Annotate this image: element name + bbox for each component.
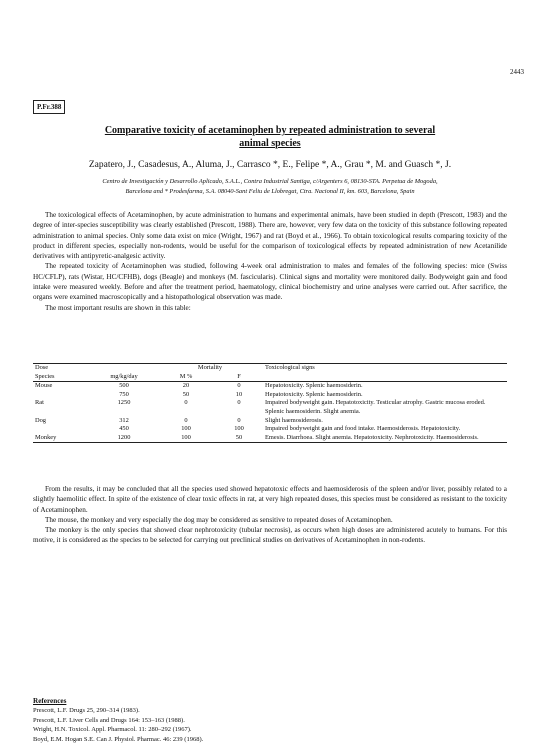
affiliation-line-1: Centro de Investigación y Desarrollo Aplicado, S.A.L., Contra Industrial Santiga, c/Argenters 6, 08130-STA. Perpetua de Mogoda, bbox=[102, 178, 438, 185]
paragraph-monkey: The monkey is the only species that showed clear nephrotoxicity (tubular necrosis), as occurs when high doses are administered acutely to humans. For this motive, it is considered as the species to be selected for carrying out preclinical studies on derivatives of Acetaminophen in non-rodents. bbox=[33, 526, 507, 545]
table-subheader-row bbox=[33, 373, 507, 382]
header-mortality: Mortality bbox=[157, 364, 263, 373]
cell-species bbox=[33, 391, 91, 400]
title-line-2: animal species bbox=[239, 138, 301, 149]
cell-mortality-f: 0 bbox=[237, 382, 241, 390]
cell-mortality-f: 0 bbox=[237, 399, 241, 407]
cell-signs: Slight haemosiderosis. bbox=[265, 416, 323, 424]
title-line-1: Comparative toxicity of acetaminophen by repeated administration to several bbox=[104, 125, 436, 136]
header-signs: Toxicological signs bbox=[263, 364, 507, 373]
header-dose: Dose bbox=[33, 364, 157, 373]
header-male: M % bbox=[157, 373, 215, 382]
table-header-row bbox=[33, 364, 507, 373]
paragraph-methods: The repeated toxicity of Acetaminophen was studied, following 4-week oral administration to males and females of the following species: mice (Swiss HC/CFLP), rats (Wistar, HC/CFHB), dogs (Beagle) and monkeys (M. fascicularis). Clinical signs and mortality were monitored daily. Bodyweight gain and food intake were measured weekly. Before and after the treatment period, haematology, clinical biochemistry and urine analyses were carried out. After sacrifice, the organs were examined macroscopically and a histopathological observation was made. bbox=[33, 262, 507, 302]
references-heading: References bbox=[33, 697, 67, 705]
cell-mortality-f: 100 bbox=[234, 425, 244, 433]
cell-mortality-m: 20 bbox=[182, 382, 190, 390]
cell-species: Rat bbox=[35, 399, 44, 407]
cell-mortality-m: 100 bbox=[157, 434, 215, 443]
paper-title bbox=[40, 124, 500, 150]
cell-mortality-m: 50 bbox=[182, 390, 190, 398]
references bbox=[33, 697, 507, 744]
table-row bbox=[33, 417, 507, 426]
header-unit: mg/kg/day bbox=[91, 373, 157, 382]
cell-dose: 750 bbox=[119, 390, 129, 398]
cell-mortality-f: 10 bbox=[235, 390, 243, 398]
cell-species: Dog bbox=[35, 416, 47, 424]
affiliations bbox=[30, 177, 510, 197]
paragraph-sensitive-species: The mouse, the monkey and very especially the dog may be considered as sensitive to repeated doses of Acetaminophen. bbox=[45, 515, 393, 524]
cell-species bbox=[33, 425, 91, 434]
reference-item: Boyd, E.M. Hogan S.E. Can J. Physiol. Pharmac. 46: 239 (1968). bbox=[33, 735, 204, 743]
reference-item: Prescott, L.F. Drugs 25, 290–314 (1983). bbox=[33, 707, 140, 715]
cell-dose: 312 bbox=[119, 416, 129, 424]
table-row bbox=[33, 425, 507, 434]
cell-mortality-m: 0 bbox=[184, 416, 188, 424]
cell-signs: Emesis. Diarrhoea. Slight anemia. Hepatotoxicity. Nephrotoxicity. Haemosiderosis. bbox=[263, 434, 507, 443]
header-species: Species bbox=[33, 373, 91, 382]
cell-mortality-m: 0 bbox=[184, 399, 188, 407]
cell-signs: Hepatotoxicity. Splenic haemosiderin. bbox=[265, 382, 363, 390]
affiliation-line-2: Barcelona and * Prodesfarma, S.A. 08040-Sant Feliu de Llobregat, Ctra. Nacional II, km. 603, Barcelona, Spain bbox=[125, 188, 415, 195]
intro-body bbox=[33, 210, 507, 313]
cell-signs: Impaired bodyweight gain and food intake. Haemosiderosis. Hepatotoxicity. bbox=[265, 425, 461, 433]
cell-signs: Hepatotoxicity. Splenic haemosiderin. bbox=[265, 390, 363, 398]
cell-mortality-f: 0 bbox=[237, 416, 241, 424]
paragraph-table-intro: The most important results are shown in this table: bbox=[45, 303, 191, 312]
table-row bbox=[33, 399, 507, 416]
cell-species: Mouse bbox=[35, 382, 53, 390]
paragraph-conclusion: From the results, it may be concluded that all the species used showed hepatotoxic effects and haemosiderosis of the spleen and/or liver, possibly related to a slightly haemolitic effect. In spite of the existence of clear toxic effects in rat, at very high repeated doses, this species must be considered as resistant to the toxicity of Acetaminophen. bbox=[33, 485, 507, 514]
reference-item: Wright, H.N. Toxicol. Appl. Pharmacol. 11: 280–292 (1967). bbox=[33, 726, 192, 734]
results-table bbox=[33, 363, 507, 443]
conclusion-body bbox=[33, 484, 507, 546]
cell-dose: 500 bbox=[119, 382, 129, 390]
cell-species: Monkey bbox=[33, 434, 91, 443]
paragraph-intro: The toxicological effects of Acetaminophen, by acute administration to humans and experimental animals, have been studied in depth (Prescott, 1983) and the degree of inter-species susceptibility was clearly established (Prescott, 1988). There are, however, very few data on the toxicity of this substance following repeated administration to animal species. Only some data exist on mice (Wright, 1967) and rat (Boyd et al., 1966). To obtain toxicological results comparing toxicity of the product in different species, especially non-rodents, would be useful for the comparison of toxicological effects by repeated administration of new Acetanilide derivatives with antipyretic-analgesic activity. bbox=[33, 211, 507, 261]
cell-dose: 1200 bbox=[91, 434, 157, 443]
cell-mortality-m: 100 bbox=[181, 425, 191, 433]
cell-dose: 1250 bbox=[117, 399, 131, 407]
author-list: Zapatero, J., Casadesus, A., Aluma, J., Carrasco *, E., Felipe *, A., Grau *, M. and Guasch *, J. bbox=[88, 160, 452, 170]
abstract-code: P.Fr.388 bbox=[33, 100, 65, 114]
page-number: 2443 bbox=[510, 68, 524, 76]
cell-dose: 450 bbox=[119, 425, 129, 433]
cell-signs: Impaired bodyweight gain. Hepatotoxicity. Testicular atrophy. Gastric mucosa eroded. Splenic haemosiderin. Slight anemia. bbox=[265, 399, 486, 415]
header-female: F bbox=[215, 373, 263, 382]
table-row bbox=[33, 434, 507, 443]
table-row bbox=[33, 391, 507, 400]
cell-mortality-f: 50 bbox=[215, 434, 263, 443]
table-row bbox=[33, 382, 507, 391]
reference-item: Prescott, L.F. Liver Cells and Drugs 164: 153–163 (1988). bbox=[33, 716, 185, 724]
header-empty bbox=[263, 373, 507, 382]
